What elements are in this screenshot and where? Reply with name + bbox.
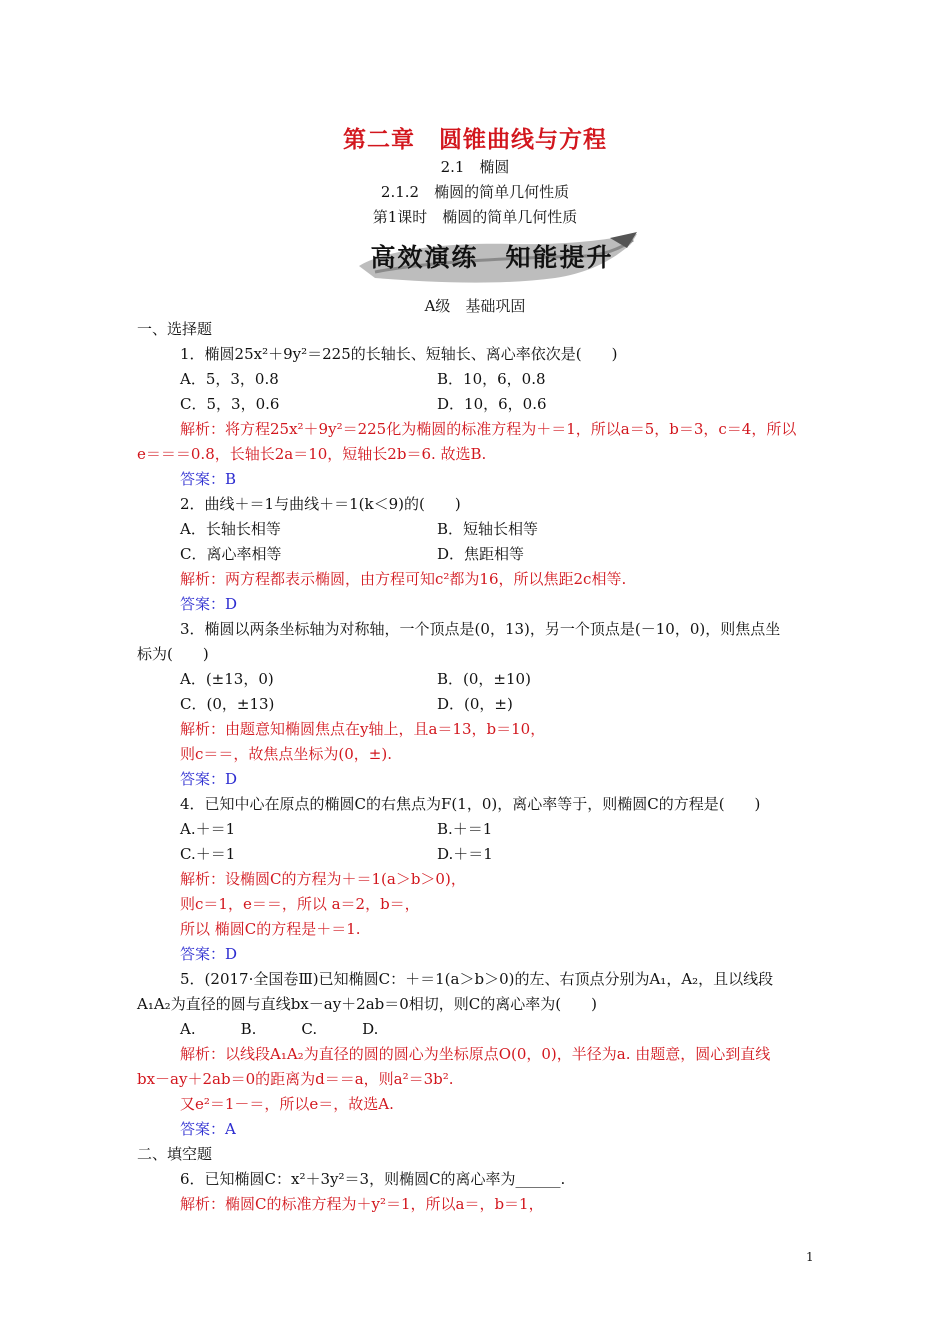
text-line: 标为( )	[137, 645, 209, 663]
banner-title: 高效演练 知能提升	[370, 243, 614, 272]
text-line: 6．已知椭圆C：x²＋3y²＝3，则椭圆C的离心率为______.	[180, 1170, 566, 1188]
text-line: A.＋＝1	[180, 820, 236, 838]
text-line: 则c＝＝，故焦点坐标为(0，±).	[180, 745, 392, 763]
text-line: 3．椭圆以两条坐标轴为对称轴，一个顶点是(0，13)，另一个顶点是(－10，0)，则焦点坐	[180, 620, 781, 638]
text-line: 解析：椭圆C的标准方程为＋y²＝1，所以a＝，b＝1，	[180, 1195, 544, 1213]
text-line: 则c＝1，e＝＝，所以 a＝2，b＝，	[180, 895, 420, 913]
text-line: 解析：以线段A₁A₂为直径的圆的圆心为坐标原点O(0，0)，半径为a. 由题意，圆心到直线	[180, 1045, 771, 1063]
text-line: B．10，6，0.8	[437, 370, 546, 388]
text-line: A．5，3，0.8	[180, 370, 279, 388]
text-line: C．5，3，0.6	[180, 395, 280, 413]
text-line: 二、填空题	[137, 1145, 213, 1163]
text-line: 解析：由题意知椭圆焦点在y轴上，且a＝13，b＝10，	[180, 720, 546, 738]
text-line: D.＋＝1	[437, 845, 493, 863]
text-line: D．10，6，0.6	[437, 395, 547, 413]
text-line: B．(0，±10)	[437, 670, 531, 688]
text-line: 所以 椭圆C的方程是＋＝1.	[180, 920, 361, 938]
text-line: A. B. C. D.	[180, 1020, 379, 1038]
text-line: C.＋＝1	[180, 845, 236, 863]
text-line: 又e²＝1－＝，所以e＝，故选A.	[180, 1095, 394, 1113]
text-line: 1．椭圆25x²＋9y²＝225的长轴长、短轴长、离心率依次是( )	[180, 345, 618, 363]
text-line: C．离心率相等	[180, 545, 282, 563]
text-line: bx－ay＋2ab＝0的距离为d＝＝a，则a²＝3b².	[137, 1070, 454, 1088]
text-line: D．焦距相等	[437, 545, 525, 563]
text-line: D．(0，±)	[437, 695, 513, 713]
text-line: B．短轴长相等	[437, 520, 539, 538]
text-line: A₁A₂为直径的圆与直线bx－ay＋2ab＝0相切，则C的离心率为( )	[137, 995, 597, 1013]
text-line: A．(±13，0)	[180, 670, 274, 688]
text-line: B.＋＝1	[437, 820, 493, 838]
text-line: 解析：将方程25x²＋9y²＝225化为椭圆的标准方程为＋＝1，所以a＝5，b＝3，c＝4，所以	[180, 420, 797, 438]
text-line: 4．已知中心在原点的椭圆C的右焦点为F(1，0)，离心率等于，则椭圆C的方程是( )	[180, 795, 761, 813]
text-line: 答案：D	[180, 595, 238, 613]
text-line: 答案：B	[180, 470, 237, 488]
lesson-title: 第1课时 椭圆的简单几何性质	[372, 208, 578, 226]
section-title: 2.1 椭圆	[440, 158, 510, 176]
text-line: 解析：两方程都表示椭圆，由方程可知c²都为16，所以焦距2c相等.	[180, 570, 627, 588]
text-line: 一、选择题	[137, 320, 213, 338]
level-heading: A级 基础巩固	[424, 297, 526, 315]
text-line: e＝＝＝0.8，长轴长2a＝10，短轴长2b＝6. 故选B.	[137, 445, 487, 463]
text-line: 答案：A	[180, 1120, 236, 1138]
text-line: 2．曲线＋＝1与曲线＋＝1(k＜9)的( )	[180, 495, 461, 513]
text-line: 答案：D	[180, 770, 238, 788]
chapter-title: 第二章 圆锥曲线与方程	[343, 127, 607, 153]
text-line: 答案：D	[180, 945, 238, 963]
text-line: C．(0，±13)	[180, 695, 275, 713]
page-number: 1	[806, 1250, 814, 1264]
text-line: 解析：设椭圆C的方程为＋＝1(a＞b＞0)，	[180, 870, 466, 888]
subsection-title: 2.1.2 椭圆的简单几何性质	[380, 183, 570, 201]
text-line: 5．(2017·全国卷Ⅲ)已知椭圆C：＋＝1(a＞b＞0)的左、右顶点分别为A₁，A₂，且以线段	[180, 970, 774, 988]
text-line: A．长轴长相等	[180, 520, 281, 538]
